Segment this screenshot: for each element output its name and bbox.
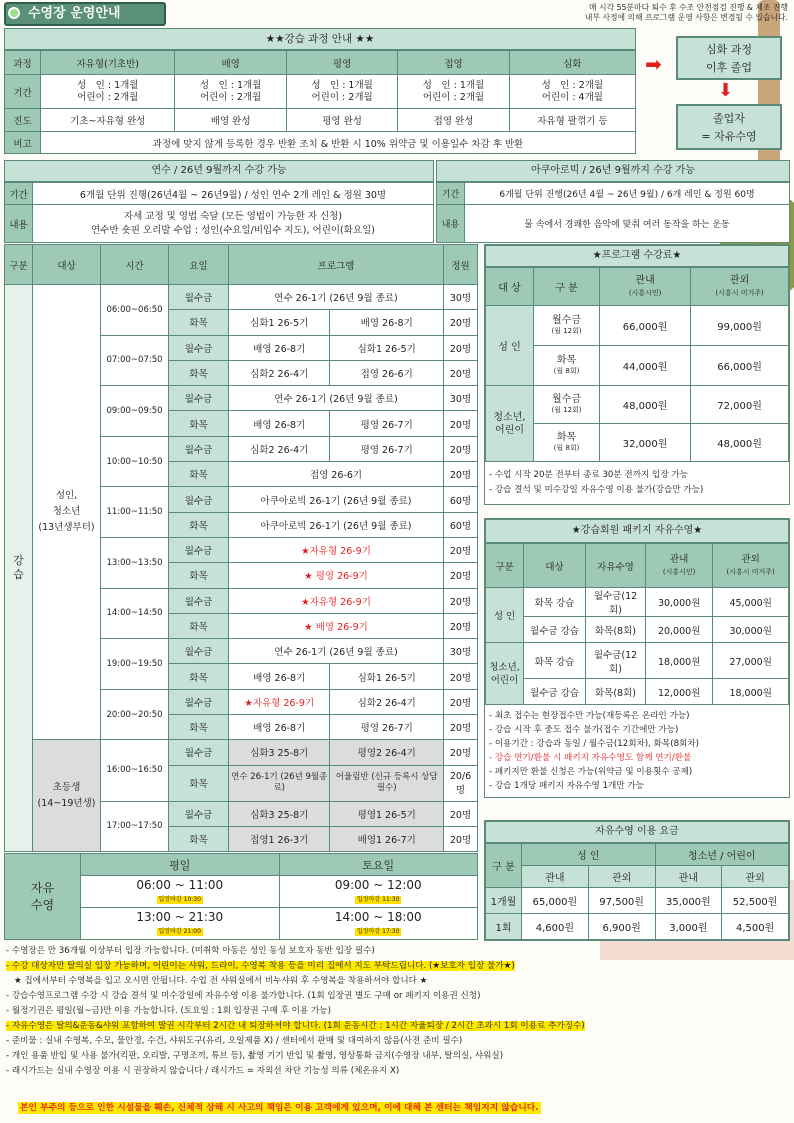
top-note: 매 시각 55분마다 퇴수 후 수조 안전점검 진행 & 체조 진행 내부 사정에 의해 프로그램 운영 사항은 변경될 수 있습니다.	[584, 3, 788, 22]
fee-value: 72,000원	[691, 386, 789, 424]
row-label: 기간	[437, 183, 465, 205]
fee-notes: - 수업 시작 20분 전부터 종료 30분 전까지 입장 가능 - 강습 결석 및 미수강일 자유수영 이용 불가(강습만 가능)	[485, 462, 789, 504]
free-swim-label: 자유 수영	[5, 854, 81, 940]
program-cell: 심화2 26-4기	[330, 689, 444, 714]
flow-step2: 졸업자 = 자유수영	[676, 104, 782, 150]
fee-target: 청소년, 어린이	[486, 386, 534, 462]
capacity-cell: 20명	[444, 537, 478, 562]
free-fee-value: 6,900원	[588, 914, 655, 940]
package-who: 화목 강습	[524, 588, 586, 617]
row-label: 기간	[5, 183, 33, 205]
program-cell: 심화1 26-5기	[330, 664, 444, 689]
day-cell: 월수금	[169, 588, 229, 613]
yeonsu-section	[4, 160, 434, 243]
package-title: ★강습회원 패키지 자유수영★	[485, 519, 789, 543]
package-value: 45,000원	[713, 588, 789, 617]
capacity-cell: 20명	[444, 335, 478, 360]
package-who: 월수금 강습	[524, 679, 586, 705]
capacity-cell: 20명	[444, 664, 478, 689]
course-name: 평영	[286, 51, 397, 75]
package-value: 12,000원	[646, 679, 713, 705]
program-cell: 아쿠아로빅 26-1기 (26년 9월 종료)	[229, 512, 444, 537]
course-progress: 접영 완성	[398, 109, 509, 132]
day-cell: 화목	[169, 310, 229, 335]
day-cell: 월수금	[169, 801, 229, 826]
capacity-cell: 60명	[444, 512, 478, 537]
program-cell: 어울림반 (신규 등록시 상담필수)	[330, 765, 444, 801]
day-cell: 월수금	[169, 436, 229, 461]
course-progress: 기초~자유형 완성	[41, 109, 175, 132]
fee-kind: 월수금 (월 12회)	[534, 386, 600, 424]
day-cell: 월수금	[169, 740, 229, 765]
aqua-period: 6개월 단위 진행(26년 4월 ~ 26년 9월) / 6개 레인 & 정원 60명	[465, 183, 790, 205]
course-period: 성 인 : 1개월 어린이 : 2개월	[398, 75, 509, 109]
program-cell: 평영 26-7기	[330, 715, 444, 740]
saturday-header: 토요일	[279, 854, 478, 876]
target-cell: 성인, 청소년 (13년생부터)	[33, 285, 101, 740]
weekday-header: 평일	[81, 854, 280, 876]
arrow-right-icon: ➡	[645, 52, 662, 76]
program-cell: 연수 26-1기 (26년 9월 종료)	[229, 285, 444, 310]
package-swim: 화목(8회)	[586, 617, 646, 643]
package-value: 20,000원	[646, 617, 713, 643]
aqua-content: 물 속에서 경쾌한 음악에 맞춰 여러 동작을 하는 운동	[465, 205, 790, 243]
program-cell: 평영2 26-4기	[330, 740, 444, 765]
fee-target: 성 인	[486, 306, 534, 386]
day-cell: 화목	[169, 563, 229, 588]
col-header: 관외 (시흥시 미거주)	[713, 544, 789, 588]
category-cell: 강 습	[5, 285, 33, 852]
col-header: 청소년 / 어린이	[655, 844, 789, 866]
program-cell: 평영 26-7기	[330, 411, 444, 436]
program-cell: 평영 26-7기	[330, 436, 444, 461]
fee-kind: 화목 (월 8회)	[534, 346, 600, 386]
course-period: 성 인 : 2개월 어린이 : 4개월	[509, 75, 635, 109]
row-label: 비고	[5, 132, 41, 154]
sat-afternoon: 14:00 ~ 18:00 입장마감 17:30	[279, 908, 478, 940]
free-fee-label: 1개월	[486, 888, 522, 914]
aqua-section	[436, 160, 790, 243]
day-cell: 화목	[169, 715, 229, 740]
col-header: 대 상	[486, 268, 534, 306]
program-cell: ★ 배영 26-9기	[229, 613, 444, 638]
col-header: 관내 (시흥시민)	[646, 544, 713, 588]
time-cell: 20:00~20:50	[101, 689, 169, 740]
capacity-cell: 20명	[444, 740, 478, 765]
package-notes: - 최초 접수는 현장접수만 가능(재등록은 온라인 가능) - 강습 시작 후 중도 접수 불가(접수 기간에만 가능) - 이용기간 : 강습과 동일 / 월수금(12회차), 화목(8회차) - 강습 연기/환불 시 패키지 자유수영도 함께 연기/환불 - 패키지만 환불 신청은 가능(위약금 및 이용횟수 공제) - 강습 1개당 패키지 자유수영 1개만 가능	[485, 705, 789, 797]
day-cell: 화목	[169, 613, 229, 638]
yeonsu-content: 자세 교정 및 영법 숙달 (모든 영법이 가능한 자 신청) 연수반 숏핀 오리발 수업 : 성인(수요일/비입수 지도), 어린이(화요일)	[33, 205, 434, 243]
col-header: 정원	[444, 245, 478, 285]
program-cell: 연수 26-1기 (26년 9월 종료)	[229, 386, 444, 411]
program-cell: ★자유형 26-9기	[229, 689, 330, 714]
course-guide-title: ★★강습 과정 안내 ★★	[4, 28, 636, 50]
program-cell: 심화2 26-4기	[229, 360, 330, 385]
capacity-cell: 20명	[444, 310, 478, 335]
package-value: 18,000원	[713, 679, 789, 705]
time-cell: 09:00~09:50	[101, 386, 169, 437]
fee-value: 48,000원	[600, 386, 691, 424]
package-swim: 월수금(12회)	[586, 588, 646, 617]
program-cell: 배영 26-8기	[229, 411, 330, 436]
course-name: 배영	[175, 51, 286, 75]
free-fee-value: 97,500원	[588, 888, 655, 914]
flow-step1: 심화 과정 이후 졸업	[676, 36, 782, 80]
time-cell: 14:00~14:50	[101, 588, 169, 639]
day-cell: 월수금	[169, 386, 229, 411]
col-header: 구 분	[534, 268, 600, 306]
time-cell: 10:00~10:50	[101, 436, 169, 487]
col-header: 성 인	[522, 844, 656, 866]
course-name: 심화	[509, 51, 635, 75]
course-note: 과정에 맞지 않게 등록한 경우 반환 조치 & 반환 시 10% 위약금 및 이용일수 차감 후 반환	[41, 132, 636, 154]
fee-value: 44,000원	[600, 346, 691, 386]
program-cell: ★ 평영 26-9기	[229, 563, 444, 588]
program-cell: ★자유형 26-9기	[229, 537, 444, 562]
free-fee-value: 3,000원	[655, 914, 722, 940]
time-cell: 07:00~07:50	[101, 335, 169, 386]
title-bullet-icon	[8, 7, 20, 19]
capacity-cell: 20/6명	[444, 765, 478, 801]
bottom-notes: - 수영장은 만 36개월 이상부터 입장 가능합니다. (미취학 아동은 성인 동성 보호자 동반 입장 필수) - 수강 대상자만 탈의실 입장 가능하며, 어린이는 샤워, 드라이, 수영복 착용 등을 미리 집에서 지도 부탁드립니다. (★보호자 입장 불가★) ★ 집에서부터 수영복을 입고 오시면 안됩니다. 수업 전 샤워실에서 비누샤워 후 수영복을 착용하셔야 합니다 ★ - 강습수영프로그램 수강 시 강습 결석 및 미수강일에 자유수영 이용 불가합니다. (1회 입장권 별도 구매 or 패키지 이용권 신청) - 월정기권은 평일(월~금)만 이용 가능합니다. (토요일 : 1회 입장권 구매 후 이용 가능) - 자유수영은 탈의&운동&샤워 포함하여 발권 시각부터 2시간 내 퇴장하셔야 합니다. (1회 운동시간 : 1시간 자율퇴장 / 2시간 초과시 1회 이용료 추가징수) - 준비물 : 실내 수영복, 수모, 물안경, 수건, 샤워도구(유리, 오일제품 X) / 센터에서 판매 및 대여하지 않음(사전 준비 필수) - 개인 용품 반입 및 사용 불가(킥판, 오리발, 구명조끼, 튜브 등), 촬영 기기 반입 및 촬영, 영상통화 금지(수영장 내부, 탈의실, 샤워실) - 래시가드는 실내 수영장 이용 시 권장하지 않습니다 / 래시가드 = 자외선 차단 기능성 의류 (체온유지 X)	[6, 946, 585, 1076]
capacity-cell: 20명	[444, 801, 478, 826]
table-row	[5, 285, 478, 310]
fee-value: 32,000원	[600, 424, 691, 462]
package-value: 18,000원	[646, 643, 713, 679]
fee-value: 66,000원	[600, 306, 691, 346]
course-guide	[4, 28, 636, 154]
program-cell: 배영 26-8기	[229, 715, 330, 740]
course-progress: 자유형 팔꺾기 등	[509, 109, 635, 132]
col-header: 관외	[722, 866, 789, 888]
free-fee-section	[484, 820, 790, 941]
fee-title: ★프로그램 수강료★	[485, 245, 789, 267]
table-row	[5, 740, 478, 765]
col-header: 요일	[169, 245, 229, 285]
page-title: 수영장 운영안내	[4, 2, 166, 26]
program-cell: 연수 26-1기 (26년 9월종료)	[229, 765, 330, 801]
package-value: 30,000원	[646, 588, 713, 617]
col-header: 관내	[655, 866, 722, 888]
fee-section	[484, 244, 790, 505]
free-fee-value: 4,500원	[722, 914, 789, 940]
course-period: 성 인 : 1개월 어린이 : 2개월	[175, 75, 286, 109]
day-cell: 화목	[169, 826, 229, 851]
weekday-morning: 06:00 ~ 11:00 입장마감 10:30	[81, 876, 280, 908]
time-cell: 06:00~06:50	[101, 285, 169, 336]
package-target: 청소년, 어린이	[486, 643, 524, 705]
yeonsu-period: 6개월 단위 진행(26년4월 ~ 26년9월) / 성인 연수 2개 레인 & 정원 30명	[33, 183, 434, 205]
row-label: 진도	[5, 109, 41, 132]
time-cell: 17:00~17:50	[101, 801, 169, 852]
program-cell: 심화2 26-4기	[229, 436, 330, 461]
col-header: 관외	[588, 866, 655, 888]
course-progress: 배영 완성	[175, 109, 286, 132]
program-cell: 배영 26-8기	[330, 310, 444, 335]
col-header: 프로그램	[229, 245, 444, 285]
program-cell: 접영 26-6기	[330, 360, 444, 385]
package-swim: 화목(8회)	[586, 679, 646, 705]
target-cell: 초등생 (14~19년생)	[33, 740, 101, 852]
package-swim: 월수금(12회)	[586, 643, 646, 679]
time-cell: 11:00~11:50	[101, 487, 169, 538]
col-header: 자유수영	[586, 544, 646, 588]
col-header: 관내	[522, 866, 589, 888]
capacity-cell: 20명	[444, 613, 478, 638]
day-cell: 월수금	[169, 639, 229, 664]
program-cell: 배영1 26-7기	[330, 826, 444, 851]
fee-kind: 월수금 (월 12회)	[534, 306, 600, 346]
program-cell: 심화3 25-8기	[229, 801, 330, 826]
day-cell: 화목	[169, 765, 229, 801]
schedule-table	[4, 244, 478, 852]
capacity-cell: 30명	[444, 639, 478, 664]
program-cell: 아쿠아로빅 26-1기 (26년 9월 종료)	[229, 487, 444, 512]
arrow-down-icon: ⬇	[718, 80, 734, 101]
capacity-cell: 20명	[444, 826, 478, 851]
day-cell: 화목	[169, 512, 229, 537]
capacity-cell: 20명	[444, 689, 478, 714]
course-period: 성 인 : 1개월 어린이 : 2개월	[286, 75, 397, 109]
course-name: 자유형(기초반)	[41, 51, 175, 75]
package-who: 월수금 강습	[524, 617, 586, 643]
capacity-cell: 20명	[444, 462, 478, 487]
program-cell: ★자유형 26-9기	[229, 588, 444, 613]
program-cell: 접영 26-6기	[229, 462, 444, 487]
day-cell: 화목	[169, 360, 229, 385]
day-cell: 월수금	[169, 537, 229, 562]
day-cell: 월수금	[169, 689, 229, 714]
final-notice: 본인 부주의 등으로 인한 시설물을 훼손, 신체적 상해 시 사고의 책임은 이용 고객에게 있으며, 이에 대해 본 센터는 책임지지 않습니다.	[20, 1103, 539, 1113]
course-period: 성 인 : 1개월 어린이 : 2개월	[41, 75, 175, 109]
capacity-cell: 20명	[444, 360, 478, 385]
col-header: 구분	[486, 544, 524, 588]
course-progress: 평영 완성	[286, 109, 397, 132]
col-header: 구 분	[486, 844, 522, 888]
program-cell: 배영 26-8기	[229, 335, 330, 360]
row-label: 과정	[5, 51, 41, 75]
program-cell: 평영1 26-5기	[330, 801, 444, 826]
package-target: 성 인	[486, 588, 524, 643]
row-label: 기간	[5, 75, 41, 109]
col-header: 관외 (시흥시 미거주)	[691, 268, 789, 306]
sat-morning: 09:00 ~ 12:00 입장마감 11:30	[279, 876, 478, 908]
time-cell: 19:00~19:50	[101, 639, 169, 690]
fee-value: 99,000원	[691, 306, 789, 346]
program-cell: 배영 26-8기	[229, 664, 330, 689]
aqua-title: 아쿠아로빅 / 26년 9월까지 수강 가능	[436, 160, 790, 182]
capacity-cell: 20명	[444, 563, 478, 588]
capacity-cell: 30명	[444, 386, 478, 411]
day-cell: 화목	[169, 462, 229, 487]
program-cell: 접영1 26-3기	[229, 826, 330, 851]
program-cell: 심화1 26-5기	[330, 335, 444, 360]
time-cell: 13:00~13:50	[101, 537, 169, 588]
free-fee-label: 1회	[486, 914, 522, 940]
time-cell: 16:00~16:50	[101, 740, 169, 801]
fee-kind: 화목 (월 8회)	[534, 424, 600, 462]
col-header: 대상	[33, 245, 101, 285]
capacity-cell: 20명	[444, 411, 478, 436]
weekday-afternoon: 13:00 ~ 21:30 입장마감 21:00	[81, 908, 280, 940]
free-fee-value: 65,000원	[522, 888, 589, 914]
capacity-cell: 20명	[444, 436, 478, 461]
package-who: 화목 강습	[524, 643, 586, 679]
col-header: 구분	[5, 245, 33, 285]
capacity-cell: 60명	[444, 487, 478, 512]
capacity-cell: 20명	[444, 588, 478, 613]
day-cell: 월수금	[169, 487, 229, 512]
program-cell: 심화1 26-5기	[229, 310, 330, 335]
program-cell: 심화3 25-8기	[229, 740, 330, 765]
package-value: 30,000원	[713, 617, 789, 643]
free-swim-table	[4, 853, 478, 940]
package-section	[484, 518, 790, 798]
day-cell: 화목	[169, 411, 229, 436]
fee-value: 48,000원	[691, 424, 789, 462]
course-name: 접영	[398, 51, 509, 75]
free-fee-value: 4,600원	[522, 914, 589, 940]
row-label: 내용	[5, 205, 33, 243]
free-fee-value: 35,000원	[655, 888, 722, 914]
col-header: 관내 (시흥시민)	[600, 268, 691, 306]
package-value: 27,000원	[713, 643, 789, 679]
day-cell: 월수금	[169, 285, 229, 310]
day-cell: 화목	[169, 664, 229, 689]
day-cell: 월수금	[169, 335, 229, 360]
row-label: 내용	[437, 205, 465, 243]
col-header: 시간	[101, 245, 169, 285]
free-fee-title: 자유수영 이용 요금	[485, 821, 789, 843]
program-cell: 연수 26-1기 (26년 9월 종료)	[229, 639, 444, 664]
capacity-cell: 20명	[444, 715, 478, 740]
yeonsu-title: 연수 / 26년 9월까지 수강 가능	[4, 160, 434, 182]
free-fee-value: 52,500원	[722, 888, 789, 914]
capacity-cell: 30명	[444, 285, 478, 310]
col-header: 대상	[524, 544, 586, 588]
fee-value: 66,000원	[691, 346, 789, 386]
